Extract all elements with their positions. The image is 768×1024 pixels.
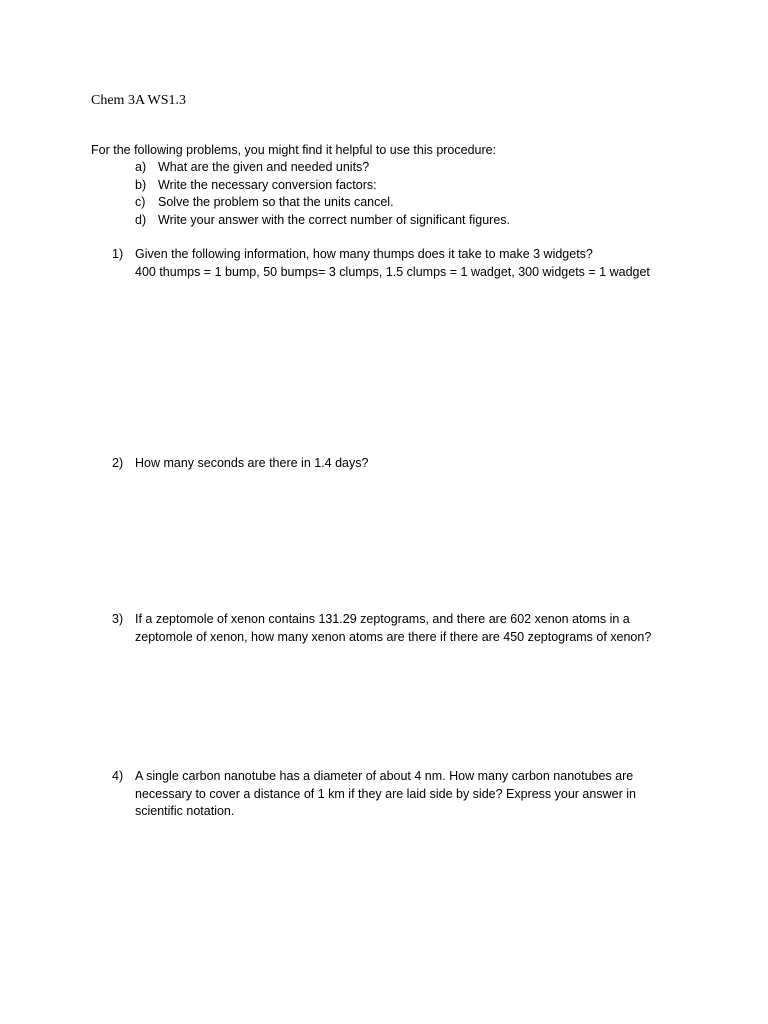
question-text: Given the following information, how many thumps does it take to make 3 widgets? 400 thumps = 1 bump, 50 bumps= 3 clumps, 1.5 clumps = 1 wadget, 300 widgets = 1 wadget [135, 247, 650, 279]
procedure-step [135, 194, 510, 212]
procedure-steps [135, 159, 510, 229]
procedure-step [135, 159, 510, 177]
step-marker: a) [135, 160, 147, 174]
procedure-step [135, 212, 510, 230]
step-text: Write your answer with the correct number of significant figures. [158, 212, 510, 227]
step-marker: b) [135, 177, 147, 192]
page-title: Chem 3A WS1.3 [91, 93, 187, 108]
question-1 [112, 246, 650, 281]
question-3 [112, 611, 651, 646]
procedure-intro: For the following problems, you might find it helpful to use this procedure: [91, 143, 497, 157]
question-number: 4) [112, 769, 124, 783]
procedure-step [135, 177, 510, 195]
question-4 [112, 768, 636, 821]
question-number: 3) [112, 612, 124, 626]
question-number: 2) [112, 456, 124, 470]
question-number: 1) [112, 247, 124, 261]
question-text: How many seconds are there in 1.4 days? [135, 456, 369, 470]
step-text: What are the given and needed units? [158, 160, 370, 174]
question-text: A single carbon nanotube has a diameter of about 4 nm. How many carbon nanotubes are necessary to cover a distance of 1 km if they are laid side by side? Express your answer in scientific notation. [135, 769, 636, 818]
step-text: Write the necessary conversion factors: [158, 177, 377, 192]
step-marker: c) [135, 195, 146, 209]
step-marker: d) [135, 212, 147, 227]
question-text: If a zeptomole of xenon contains 131.29 zeptograms, and there are 602 xenon atoms in a zeptomole of xenon, how many xenon atoms are there if there are 450 zeptograms of xenon? [135, 612, 652, 644]
question-2 [112, 455, 368, 473]
step-text: Solve the problem so that the units cancel. [158, 195, 394, 209]
